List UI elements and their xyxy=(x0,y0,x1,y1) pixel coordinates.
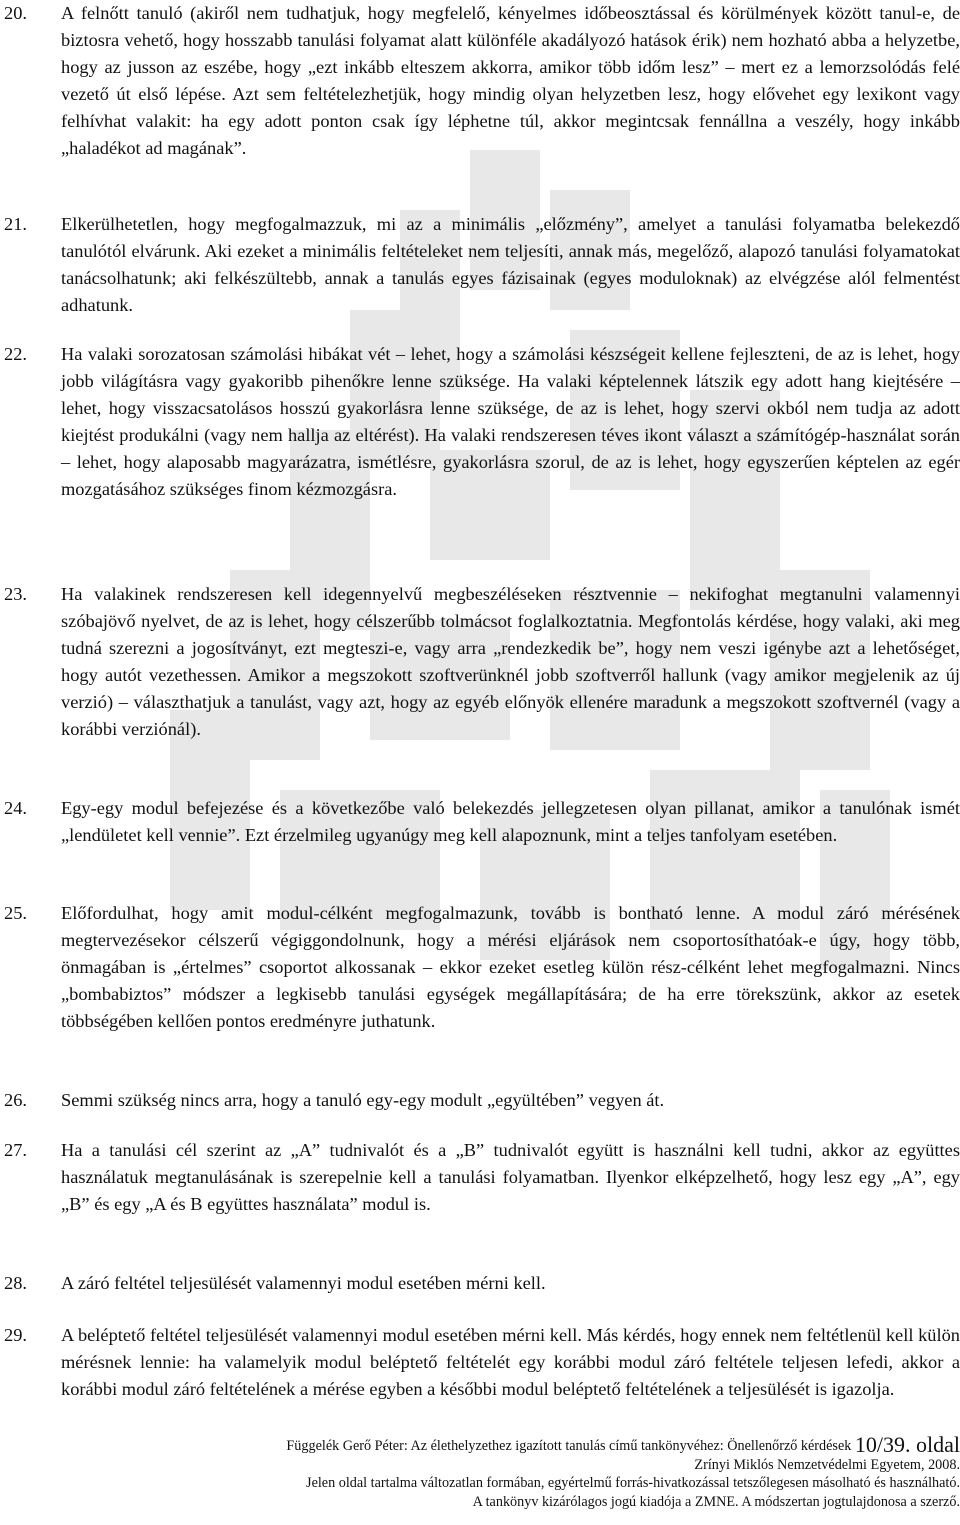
footer-rights-notice: A tankönyv kizárólagos jogú kiadója a ZMNE. A módszertan jogtulajdonosa a szerző. xyxy=(472,1493,960,1510)
item-number: 23. xyxy=(4,584,27,604)
item-text: Elkerülhetetlen, hogy megfogalmazzuk, mi az a minimális „előzmény”, amelyet a tanulási folyamatba belekezdő tanulótól elvárunk. Aki ezeket a minimális feltételeket nem teljesíti, annak más, megelőző, alapozó tanulási folyamatokat tanácsolhatunk; aki felkészültebb, annak a tanulás egyes fázisainak (egyes moduloknak) az elvégzése alól felmentést adhatunk. xyxy=(61,214,960,315)
footer-title-line xyxy=(0,1434,960,1456)
item-text: A beléptető feltétel teljesülését valamennyi modul esetében mérni kell. Más kérdés, hogy ennek nem feltétlenül kell külön mérésnek lennie: ha valamelyik modul beléptető feltételét egy korábbi modul záró feltétele teljesen lefedi, akkor a korábbi modul záró feltételének a mérése egyben a későbbi modul beléptető feltételének a teljesülését is igazolja. xyxy=(61,1325,960,1399)
item-text: Semmi szükség nincs arra, hogy a tanuló egy-egy modult „együltében” vegyen át. xyxy=(61,1090,665,1110)
item-number: 27. xyxy=(4,1140,27,1160)
item-text: Ha valakinek rendszeresen kell idegennyelvű megbeszéléseken résztvennie – nekifoghat megtanulni valamennyi szóbajövő nyelvet, de az is lehet, hogy célszerűbb tolmácsot foglalkoztatnia. Megfontolás kérdése, hogy valaki, aki meg tudná szerezni a jogosítványt, ezt megteszi-e, vagy arra „rendezkedik be”, hogy nem veszi igénybe azt a lehetőséget, hogy autót vezethessen. Amikor a megszokott szoftverünknél jobb szoftverről hallunk (vagy amikor megjelenik az új verzió) – választhatjuk a tanulást, vagy azt, hogy az egyéb előnyök ellenére maradunk a megszokott szoftvernél (vagy a korábbi verziónál). xyxy=(61,584,960,739)
page-number: 10/39. oldal xyxy=(854,1432,960,1457)
page-footer xyxy=(0,1434,960,1511)
item-number: 26. xyxy=(4,1090,27,1110)
item-number: 29. xyxy=(4,1325,27,1345)
item-number: 24. xyxy=(4,798,27,818)
item-text: Előfordulhat, hogy amit modul-célként megfogalmazunk, tovább is bontható lenne. A modul záró mérésének megtervezésekor célszerű végiggondolnunk, hogy a mérési eljárások nem csoportosíthatóak-e úgy, hogy több, önmagában is „értelmes” csoportot alkossanak – ekkor ezeket esetleg külön rész-célként lehet megfogalmazni. Nincs „bombabiztos” módszer a legkisebb tanulási egységek megállapítására; de ha erre törekszünk, akkor az esetek többségében kellően pontos eredményre juthatunk. xyxy=(61,903,960,1031)
footer-institution: Zrínyi Miklós Nemzetvédelmi Egyetem, 2008. xyxy=(694,1456,960,1473)
item-number: 25. xyxy=(4,903,27,923)
item-text: Ha valaki sorozatosan számolási hibákat vét – lehet, hogy a számolási készségeit kellene fejleszteni, de az is lehet, hogy jobb világításra vagy gyakoribb pihenőkre lenne szüksége. Ha valaki képtelennek látszik egy adott hang kiejtésére – lehet, hogy visszacsatolásos hosszú gyakorlásra lenne szüksége, de az is lehet, hogy szervi okból nem tudja az adott kiejtést produkálni (vagy nem hallja az eltérést). Ha valaki rendszeresen téves ikont választ a számítógép-használat során – lehet, hogy alaposabb magyarázatra, ismétlésre, gyakorlásra szorul, de az is lehet, hogy egyszerűen képtelen az egér mozgatásához szükséges finom kézmozgásra. xyxy=(61,344,960,499)
item-number: 28. xyxy=(4,1273,27,1293)
footer-title: Függelék Gerő Péter: Az élethelyzethez igazított tanulás című tankönyvéhez: Önellenőrző kérdések xyxy=(286,1438,852,1454)
item-number: 21. xyxy=(4,214,27,234)
item-text: Ha a tanulási cél szerint az „A” tudnivalót és a „B” tudnivalót együtt is használni kell tudni, akkor az együttes használatuk megtanulásának is szerepelnie kell a tanulási folyamatban. Ilyenkor elképzelhető, hogy lesz egy „A”, egy „B” és egy „A és B együttes használata” modul is. xyxy=(61,1140,960,1214)
item-number: 22. xyxy=(4,344,27,364)
item-text: Egy-egy modul befejezése és a következőbe való belekezdés jellegzetesen olyan pillanat, amikor a tanulónak ismét „lendületet kell vennie”. Ezt érzelmileg ugyanúgy meg kell alapoznunk, mint a teljes tanfolyam esetében. xyxy=(61,798,960,845)
item-text: A záró feltétel teljesülését valamennyi modul esetében mérni kell. xyxy=(61,1273,546,1293)
item-text: A felnőtt tanuló (akiről nem tudhatjuk, hogy megfelelő, kényelmes időbeosztással és körülmények között tanul-e, de biztosra vehető, hogy hosszabb tanulási folyamat alatt különféle akadályozó hatások érik) nem hozható abba a helyzetbe, hogy az jusson az eszébe, hogy „ezt inkább elteszem akkorra, amikor több időm lesz” – mert ez a lemorzsolódás felé vezető út első lépése. Azt sem feltételezhetjük, hogy mindig olyan helyzetben lesz, hogy elővehet egy lexikont vagy felhívhat valakit: ha egy adott ponton csak így léphetne túl, akkor megintcsak fennállna a veszély, hogy inkább „haladékot ad magának”. xyxy=(61,3,960,158)
item-number: 20. xyxy=(4,3,27,23)
footer-copy-notice: Jelen oldal tartalma változatlan formában, egyértelmű forrás-hivatkozással tetszőlegesen másolható és használható. xyxy=(306,1475,960,1491)
